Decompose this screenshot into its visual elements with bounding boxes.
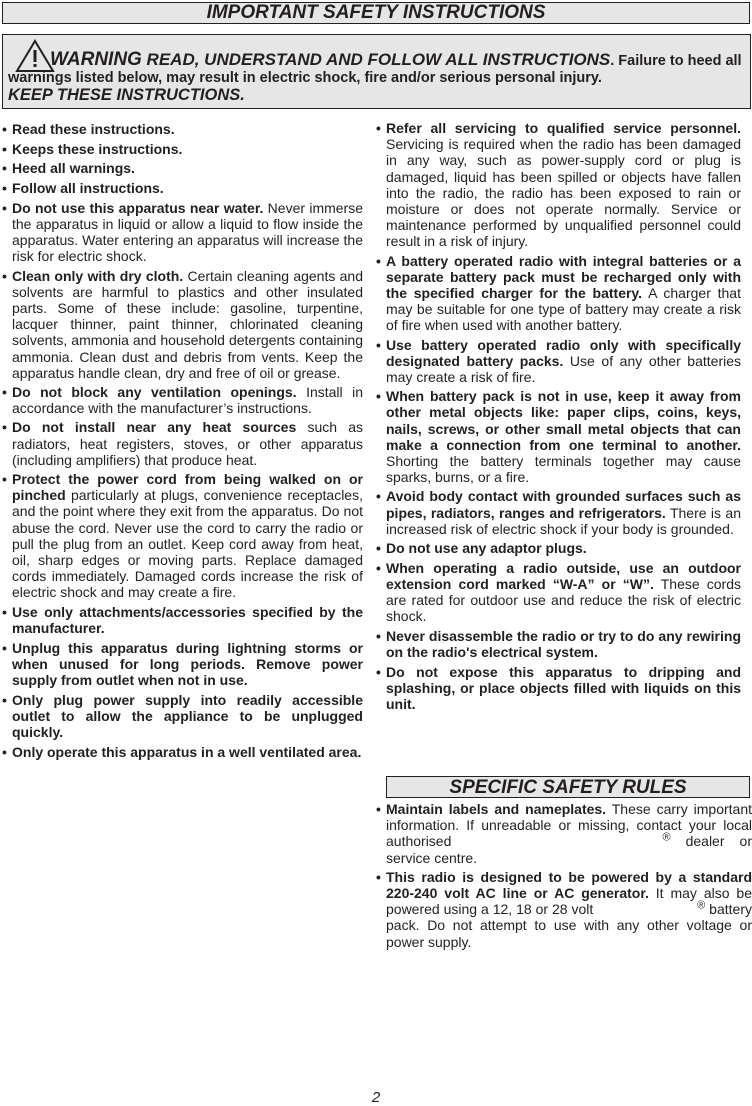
bullet: •: [2, 471, 7, 488]
list-item: [376, 540, 741, 556]
list-item: [376, 253, 741, 334]
list-item: [2, 744, 363, 760]
item-text: such as radiators, heat registers, stoves, or other apparatus (including amplifiers) that produce heat.: [12, 419, 364, 468]
warning-keep: KEEP THESE INSTRUCTIONS.: [8, 86, 245, 104]
bullet: •: [376, 559, 381, 576]
bullet: •: [2, 639, 7, 656]
item-bold: When operating a radio outside, use an outdoor extension cord marked “W-A” or “W”.: [386, 559, 741, 592]
list-item: [376, 337, 741, 386]
list-item: [376, 628, 741, 660]
item-bold: Unplug this apparatus during lightning storms or when unused for long periods. Remove power supply from outlet when not in use.: [12, 639, 363, 688]
item-bold: Do not block any ventilation openings.: [12, 384, 297, 401]
item-bold: Do not use any adaptor plugs.: [386, 540, 587, 557]
item-text: Install in accordance with the manufacturer’s instructions.: [12, 384, 364, 417]
item-bold: A battery operated radio with integral batteries or a separate battery pack must be recharged only with the specified charger for the battery.: [386, 252, 741, 302]
left-column: [2, 121, 363, 764]
page-title: IMPORTANT SAFETY INSTRUCTIONS: [2, 2, 750, 24]
bullet: •: [376, 120, 381, 136]
list-item: [376, 120, 741, 250]
bullet: •: [376, 663, 381, 680]
bullet: •: [376, 252, 381, 269]
bullet: •: [2, 267, 7, 284]
bullet: •: [376, 540, 381, 557]
item-text: Servicing is required when the radio has been damaged in any way, such as power-supply cord or plug is damaged, liquid has been spilled or objects have fallen into the radio, the radio has been exposed to rain or moisture or does not operate normally. Service or maintenance performed by unqualified personnel could result in a risk of injury.: [386, 136, 741, 250]
list-item: [2, 160, 363, 176]
item-text: Use of any other batteries may create a risk of fire.: [386, 352, 742, 386]
list-item: [2, 692, 363, 741]
item-bold: Read these instructions.: [12, 121, 175, 137]
warning-triangle-icon: [15, 39, 55, 73]
item-bold: Do not install near any heat sources: [12, 419, 297, 436]
list-item: [2, 180, 363, 196]
item-bold: Do not expose this apparatus to dripping and splashing, or place objects filled with liquids on this unit.: [386, 663, 741, 712]
item-text: It may also be powered using a 12, 18 or 28 volt: [386, 885, 752, 918]
list-item: [2, 640, 363, 689]
specific-rules-title: SPECIFIC SAFETY RULES: [386, 776, 750, 798]
list-item: [2, 471, 363, 601]
item-bold: Only operate this apparatus in a well ventilated area.: [12, 743, 362, 760]
list-item: [2, 200, 363, 265]
item-bold: Refer all servicing to qualified service personnel.: [386, 120, 741, 136]
registered-mark: ®: [662, 831, 671, 844]
bullet: •: [376, 801, 381, 817]
item-text: These carry important information. If unreadable or missing, contact your local authorised: [386, 801, 752, 850]
item-bold: Maintain labels and nameplates.: [386, 801, 607, 817]
bullet: •: [376, 627, 381, 644]
list-item: [376, 801, 752, 866]
bullet: •: [376, 868, 381, 885]
item-bold: When battery pack is not in use, keep it away from other metal objects like: paper clips, coins, keys, nails, screws, or other small metal objects that can make a connection from one terminal to another.: [386, 388, 741, 453]
list-item: [376, 664, 741, 713]
item-text: There is an increased risk of electric shock if your body is grounded.: [386, 504, 741, 537]
bullet: •: [376, 488, 381, 505]
bullet: •: [2, 743, 7, 760]
item-bold: Clean only with dry cloth.: [12, 267, 184, 284]
item-bold: This radio is designed to be powered by a standard 220-240 volt AC line or AC generator.: [386, 868, 752, 902]
list-item: [376, 488, 741, 537]
warning-word: WARNING: [50, 49, 142, 70]
item-bold: Use only attachments/accessories specified by the manufacturer.: [12, 603, 363, 636]
bullet: •: [2, 603, 7, 620]
warning-box: [2, 34, 751, 109]
item-text: A charger that may be suitable for one type of battery may create a risk of fire when used with another battery.: [386, 285, 741, 334]
item-text: battery pack. Do not attempt to use with any other voltage or power supply.: [386, 901, 752, 950]
bullet: •: [376, 336, 381, 353]
item-bold: Avoid body contact with grounded surfaces such as pipes, radiators, ranges and refrigerators.: [386, 488, 741, 521]
item-bold: Keeps these instructions.: [12, 140, 183, 157]
bullet: •: [376, 388, 381, 405]
list-item: [376, 869, 752, 950]
right-column: [376, 120, 741, 716]
bullet: •: [2, 140, 7, 157]
item-bold: Never disassemble the radio or try to do any rewiring on the radio's electrical system.: [386, 627, 741, 660]
item-bold: Protect the power cord from being walked on or pinched: [12, 471, 363, 504]
bullet: •: [2, 160, 7, 177]
list-item: [2, 384, 363, 416]
list-item: [2, 419, 363, 468]
warning-text: [8, 51, 750, 104]
warning-heading: READ, UNDERSTAND AND FOLLOW ALL INSTRUCTIONS: [141, 50, 611, 69]
warning-body: . Failure to heed all warnings listed below, may result in electric shock, fire and/or serious personal injury.: [8, 53, 742, 86]
list-item: [2, 141, 363, 157]
registered-mark: ®: [697, 899, 706, 912]
item-text: These cords are rated for outdoor use and reduce the risk of electric shock.: [386, 575, 741, 625]
item-text: Never immerse the apparatus in liquid or allow a liquid to flow inside the apparatus. Water entering an apparatus will increase the risk for electric shock.: [12, 199, 363, 265]
item-text: Certain cleaning agents and solvents are harmful to plastics and other insulated parts. Some of these include: gasoline, turpentine, lacquer thinner, paint thinner, chlorinated cleaning solvents, ammonia and household detergents containing ammonia. Clean dust and debris from vents. Keep the apparatus handle clean, dry and free of oil or grease.: [12, 267, 363, 381]
specific-rules: [376, 801, 752, 953]
item-bold: Only plug power supply into readily accessible outlet to allow the appliance to be unplugged quickly.: [12, 691, 363, 741]
item-bold: Do not use this apparatus near water.: [12, 199, 264, 216]
item-bold: Use battery operated radio only with specifically designated battery packs.: [386, 336, 741, 369]
bullet: •: [2, 199, 7, 216]
list-item: [2, 268, 363, 381]
list-item: [376, 388, 741, 485]
bullet: •: [2, 384, 7, 401]
list-item: [2, 121, 363, 137]
item-text: Shorting the battery terminals together may cause sparks, burns, or a fire.: [386, 453, 741, 486]
bullet: •: [2, 121, 7, 137]
list-item: [2, 604, 363, 636]
item-text: particularly at plugs, convenience receptacles, and the point where they exit from the apparatus. Do not abuse the cord. Never use the cord to carry the radio or pull the plug from an outlet. Keep cord away from heat, oil, sharp edges or moving parts. Replace damaged cords immediately. Damaged cords increase the risk of electric shock and may create a fire.: [12, 487, 363, 601]
item-bold: Follow all instructions.: [12, 180, 164, 197]
page-number: 2: [371, 1089, 381, 1106]
bullet: •: [2, 180, 7, 197]
bullet: •: [2, 419, 7, 436]
bullet: •: [2, 691, 7, 708]
item-bold: Heed all warnings.: [12, 160, 135, 177]
item-text: dealer or service centre.: [386, 833, 752, 866]
list-item: [376, 560, 741, 625]
